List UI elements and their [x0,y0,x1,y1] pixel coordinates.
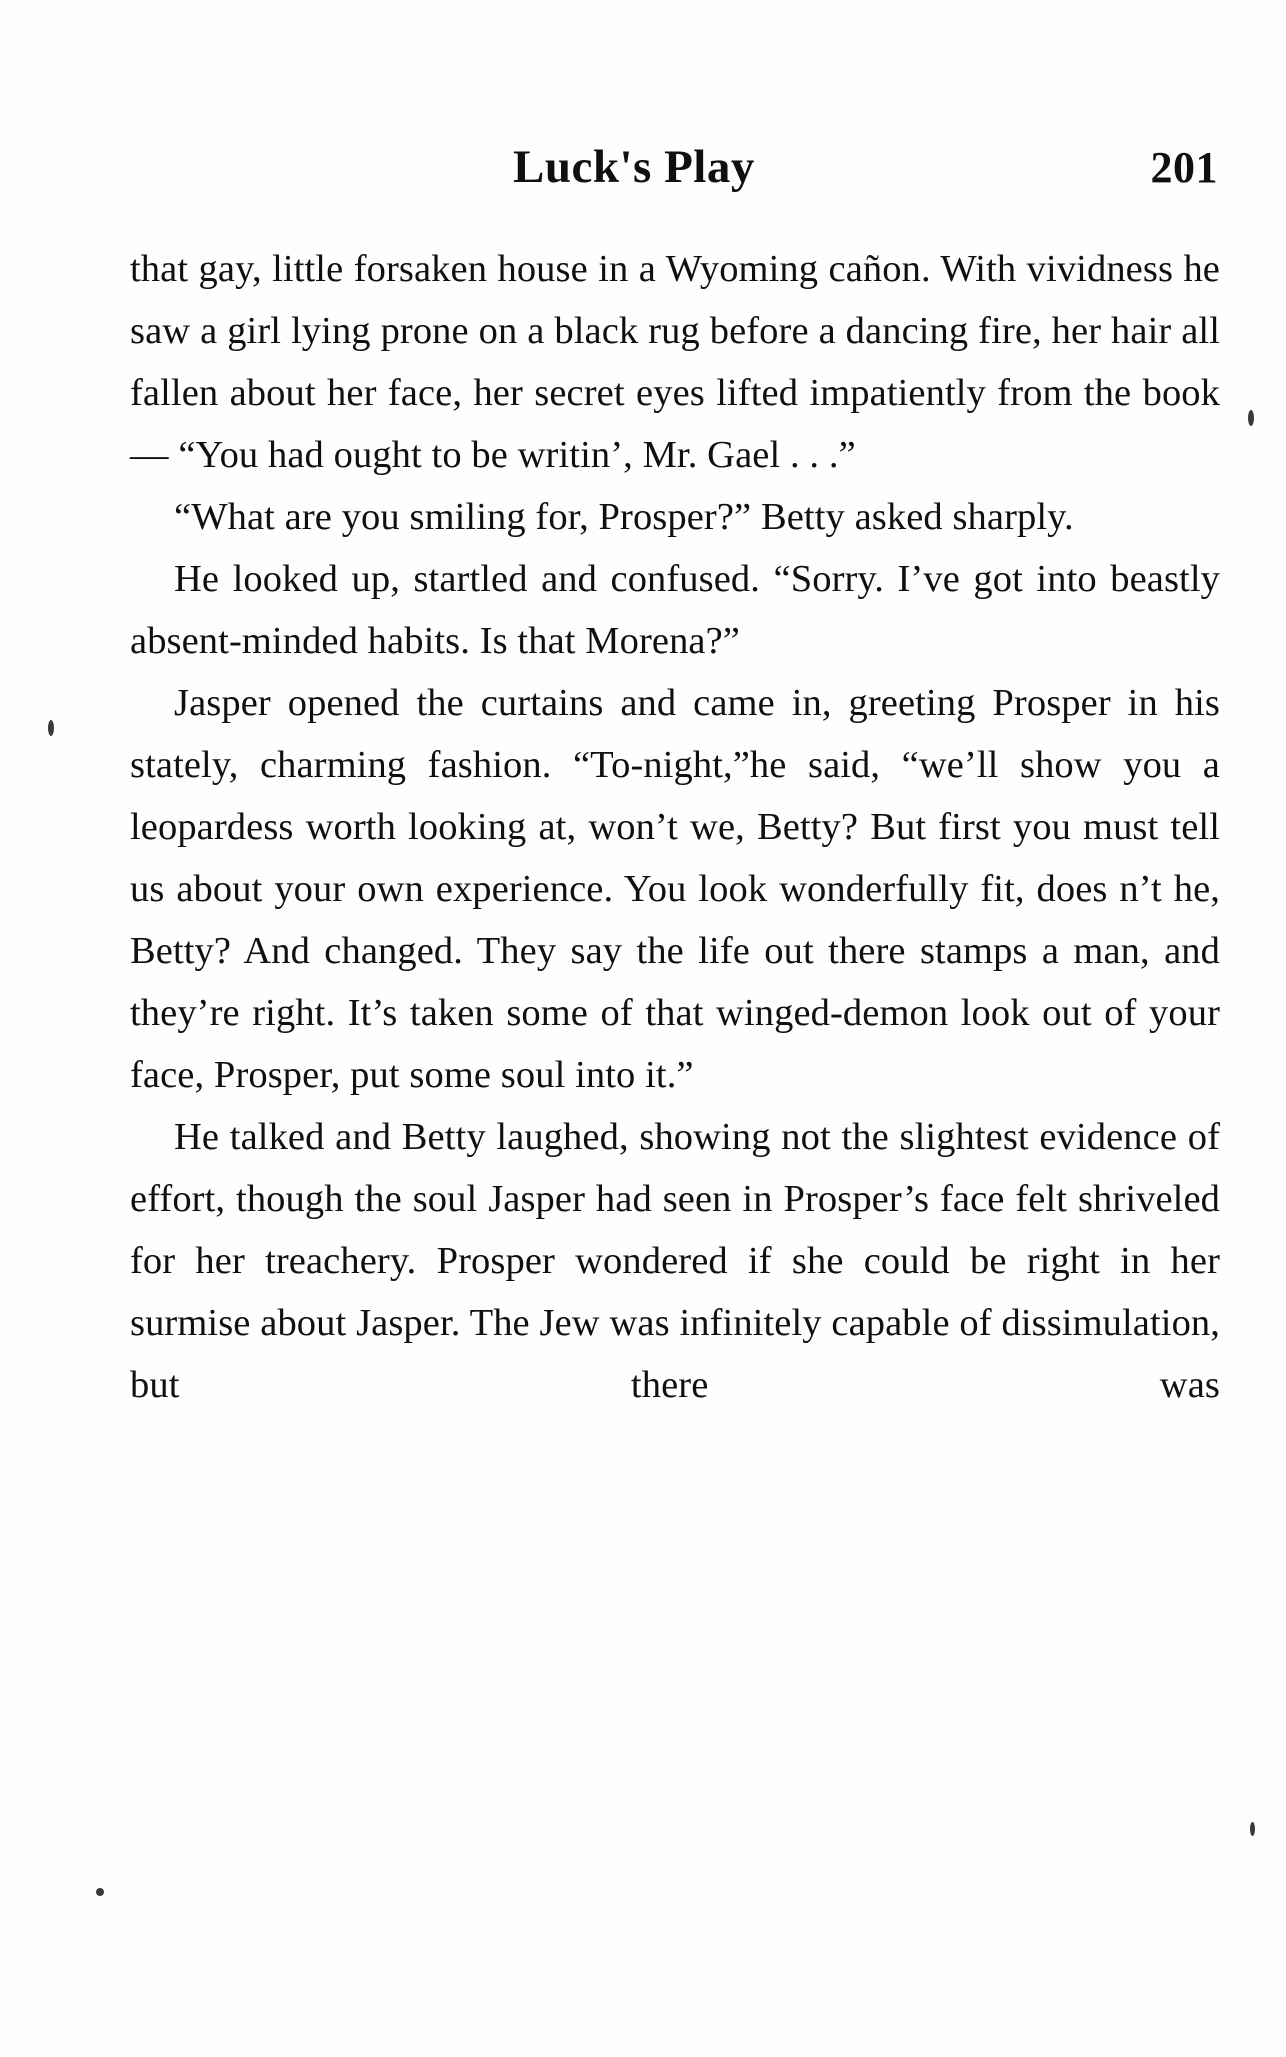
page-header [128,140,1218,194]
paragraph: Jasper opened the curtains and came in, greeting Prosper in his stately, charming fashion. “To-night,”he said, “we’ll show you a leopardess worth looking at, won’t we, Betty? But first you must tell us about your own experience. You look wonderfully fit, does n’t he, Betty? And changed. They say the life out there stamps a man, and they’re right. It’s taken some of that winged-demon look out of your face, Prosper, put some soul into it.” [130,682,1220,1096]
page-body [130,238,1220,1416]
page-number: 201 [1150,143,1218,192]
page-title: Luck's Play [513,141,755,193]
paragraph: He talked and Betty laughed, showing not the slightest evidence of effort, though the soul Jasper had seen in Prosper’s face felt shriveled for her treachery. Prosper wondered if she could be right in her surmise about Jasper. The Jew was infinitely capable of dissimulation, but there was [130,1116,1220,1406]
scan-speck [96,1888,104,1896]
paragraph: “What are you smiling for, Prosper?” Betty asked sharply. [174,496,1074,538]
scan-speck [1250,1822,1255,1836]
scan-speck [48,720,54,736]
scan-speck [1248,410,1254,426]
paragraph: He looked up, startled and confused. “Sorry. I’ve got into beastly absent-minded habits. Is that Morena?” [130,558,1220,662]
paragraph: that gay, little forsaken house in a Wyoming cañon. With vividness he saw a girl lying prone on a black rug before a dancing fire, her hair all fallen about her face, her secret eyes lifted impatiently from the book — “You had ought to be writin’, Mr. Gael . . .” [130,248,1220,476]
